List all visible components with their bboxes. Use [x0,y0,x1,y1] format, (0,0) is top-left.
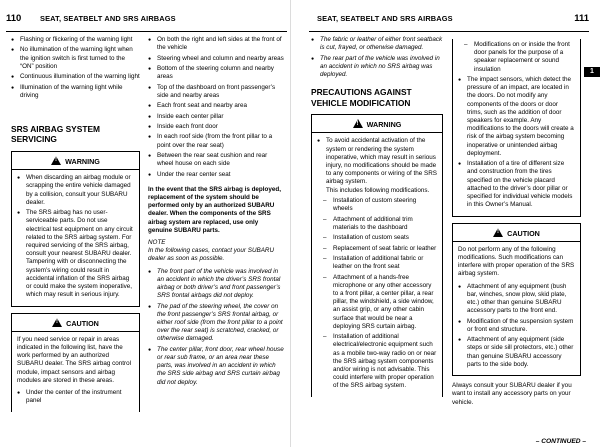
caution-label: CAUTION [507,228,540,238]
left-page-header [6,11,287,32]
caution-box [11,313,140,412]
warning-box [311,114,443,397]
caution-title [453,224,580,242]
list-item: ● The rear part of the vehicle was involved in an accident in which no SRS airbag was deployed. [311,55,443,80]
warning-title [312,115,442,133]
component-location-list [148,36,284,179]
note-list [148,268,284,387]
list-item: ● Each front seat and nearby area [148,102,284,110]
list-item: – Installation of custom seats [323,234,437,242]
note-list-continued [311,36,443,79]
list-item: ● Continuous illumination of the warning light [11,73,140,81]
caution-text: If you need service or repair in areas indicated in the following list, have the work performed by an authorized SUBARU dealer. The SRS airbag control module, impact sensors and airbag modules are stored in these areas. [17,335,131,384]
list-item: ● The pad of the steering wheel, the cover on the front passenger’s SRS frontal airbag, or either roof side (from the front pillar to a point over the rear seat) is scratched, cracked, or otherwise damaged. [148,303,284,344]
list-item: ● Flashing or flickering of the warning light [11,36,140,44]
page-number: 111 [574,13,589,24]
list-item: ● Between the rear seat cushion and rear wheel house on each side [148,152,284,168]
list-item: ● Under the rear center seat [148,171,284,179]
list-item: – Installation of custom steering wheels [323,197,437,213]
header-title: SEAT, SEATBELT AND SRS AIRBAGS [317,14,453,23]
warning-label: WARNING [65,156,100,166]
list-item [317,137,437,194]
caution-label: CAUTION [66,318,99,328]
continued-label: – CONTINUED – [535,438,586,445]
list-item: ● In each roof side (from the front pillar to a point over the rear seat) [148,133,284,149]
list-item: ● Bottom of the steering column and nearby areas [148,65,284,81]
list-item: – Attachment of additional trim materials to the dashboard [323,216,437,232]
caution-triangle-icon [52,318,62,327]
warning-title [12,152,139,170]
list-item: – Attachment of a hands-free microphone or any other accessory to a front pillar, a center pillar, a rear pillar, the windshield, a side window, an assist grip, or any other cabin surface that would be near a deploying SRS curtain airbag. [323,274,437,331]
note-label: NOTE [148,238,166,246]
right-page-header [309,11,589,32]
caution-box [452,223,581,377]
list-item: ● Steering wheel and column and nearby areas [148,55,284,63]
list-item: – Installation of additional fabric or leather on the front seat [323,255,437,271]
list-item: ● Modification of the suspension system or front end structure. [458,318,575,334]
chapter-tab: 1 [584,67,600,77]
warning-includes: This includes following modifications. [326,186,430,194]
list-item: – Modifications on or inside the front door panels for the purpose of a speaker replacement or sound insulation [464,41,575,74]
list-item: ● The center pillar, front door, rear wheel house or rear sub frame, or an area near these parts, was involved in an accident in which the SRS side airbag and SRS curtain airbag did not deploy. [148,346,284,387]
left-column-2 [148,36,284,389]
warning-triangle-icon [353,119,363,128]
header-title: SEAT, SEATBELT AND SRS AIRBAGS [40,14,176,23]
warning-box [11,151,140,307]
caution-triangle-icon [493,228,503,237]
note-text: In the following cases, contact your SUBARU dealer as soon as possible. [148,247,274,263]
replacement-notice: In the event that the SRS airbag is deployed, replacement of the system should be performed only by an authorized SUBARU dealer. When the components of the SRS airbag system are replaced, use only genuine SUBARU parts. [148,185,281,234]
left-page [0,0,287,447]
list-item: ● The fabric or leather of either front seatback is cut, frayed, or otherwise damaged. [311,36,443,52]
warning-triangle-icon [51,156,61,165]
caution-title [12,314,139,332]
list-item: ● Attachment of any equipment (side steps or side sill protectors, etc.) other than genuine SUBARU accessory parts to the side body. [458,336,575,369]
list-item: ● Attachment of any equipment (bush bar, winches, snow plow, skid plate, etc.) other than genuine SUBARU accessory parts to the front end. [458,283,575,316]
list-item: ● The impact sensors, which detect the pressure of an impact, are located in the doors. Do not modify any components of the doors or door trims, such as the addition of door speakers for example. Any modifications to the doors will create a risk of the airbag system becoming inoperative or unintended airbag deployment. [458,76,575,158]
closing-text: Always consult your SUBARU dealer if you want to install any accessory parts on your vehicle. [452,382,572,406]
right-column-2 [452,36,581,411]
list-item: ● Inside each center pillar [148,113,284,121]
warning-light-list [11,36,140,100]
section-heading: PRECAUTIONS AGAINST VEHICLE MODIFICATION [311,87,412,108]
list-item: ● On both the right and left sides at the front of the vehicle [148,36,284,52]
warning-label: WARNING [366,120,402,130]
list-item: ● No illumination of the warning light when the ignition switch is first turned to the “ON” position [11,46,140,71]
right-column-1 [311,36,443,401]
modification-list [323,197,437,391]
list-item: ● Under the center of the instrument panel [17,389,134,405]
list-item: ● Top of the dashboard on front passenger’s side and nearby areas [148,84,284,100]
list-item: ● The front part of the vehicle was involved in an accident in which the driver’s SRS frontal airbag or both driver’s and front passenger’s SRS frontal airbags did not deploy. [148,268,284,301]
page-number: 110 [6,13,22,24]
list-item: ● The SRS airbag has no user-serviceable parts. Do not use electrical test equipment on any circuit related to the SRS airbag system. For required servicing of the SRS airbag, consult your nearest SUBARU dealer. Tampering with or disconnecting the system’s wiring could result in accidental inflation of the SRS airbag or could make the system inoperative, which may result in serious injury. [17,209,134,299]
list-item: ● Installation of a tire of different size and construction from the tires specified on the vehicle placard attached to the driver’s door pillar or specified for individual vehicle models in this Owner’s Manual. [458,160,575,209]
list-item: ● Illumination of the warning light while driving [11,84,140,100]
caution-text: Do not perform any of the following modifications. Such modifications can interfere with proper operation of the SRS airbag system. [458,245,575,278]
list-item: – Replacement of seat fabric or leather [323,245,437,253]
warning-text: To avoid accidental activation of the system or rendering the system inoperative, which may result in serious injury, no modifications should be made to any components or wiring of the SRS airbag system. [326,137,437,186]
left-column-1 [11,36,140,416]
list-item: ● When discarding an airbag module or scrapping the entire vehicle damaged by a collision, consult your SUBARU dealer. [17,174,134,207]
right-page [301,0,600,447]
page-gutter [290,0,291,447]
warning-box-continued [452,39,581,217]
section-heading: SRS AIRBAG SYSTEM SERVICING [11,123,101,145]
list-item: – Installation of additional electrical/electronic equipment such as a mobile two-way radio on or near the SRS airbag system components and/or wiring is not advisable. This could interfere with proper operation of the SRS airbag system. [323,333,437,390]
list-item: ● Inside each front door [148,123,284,131]
